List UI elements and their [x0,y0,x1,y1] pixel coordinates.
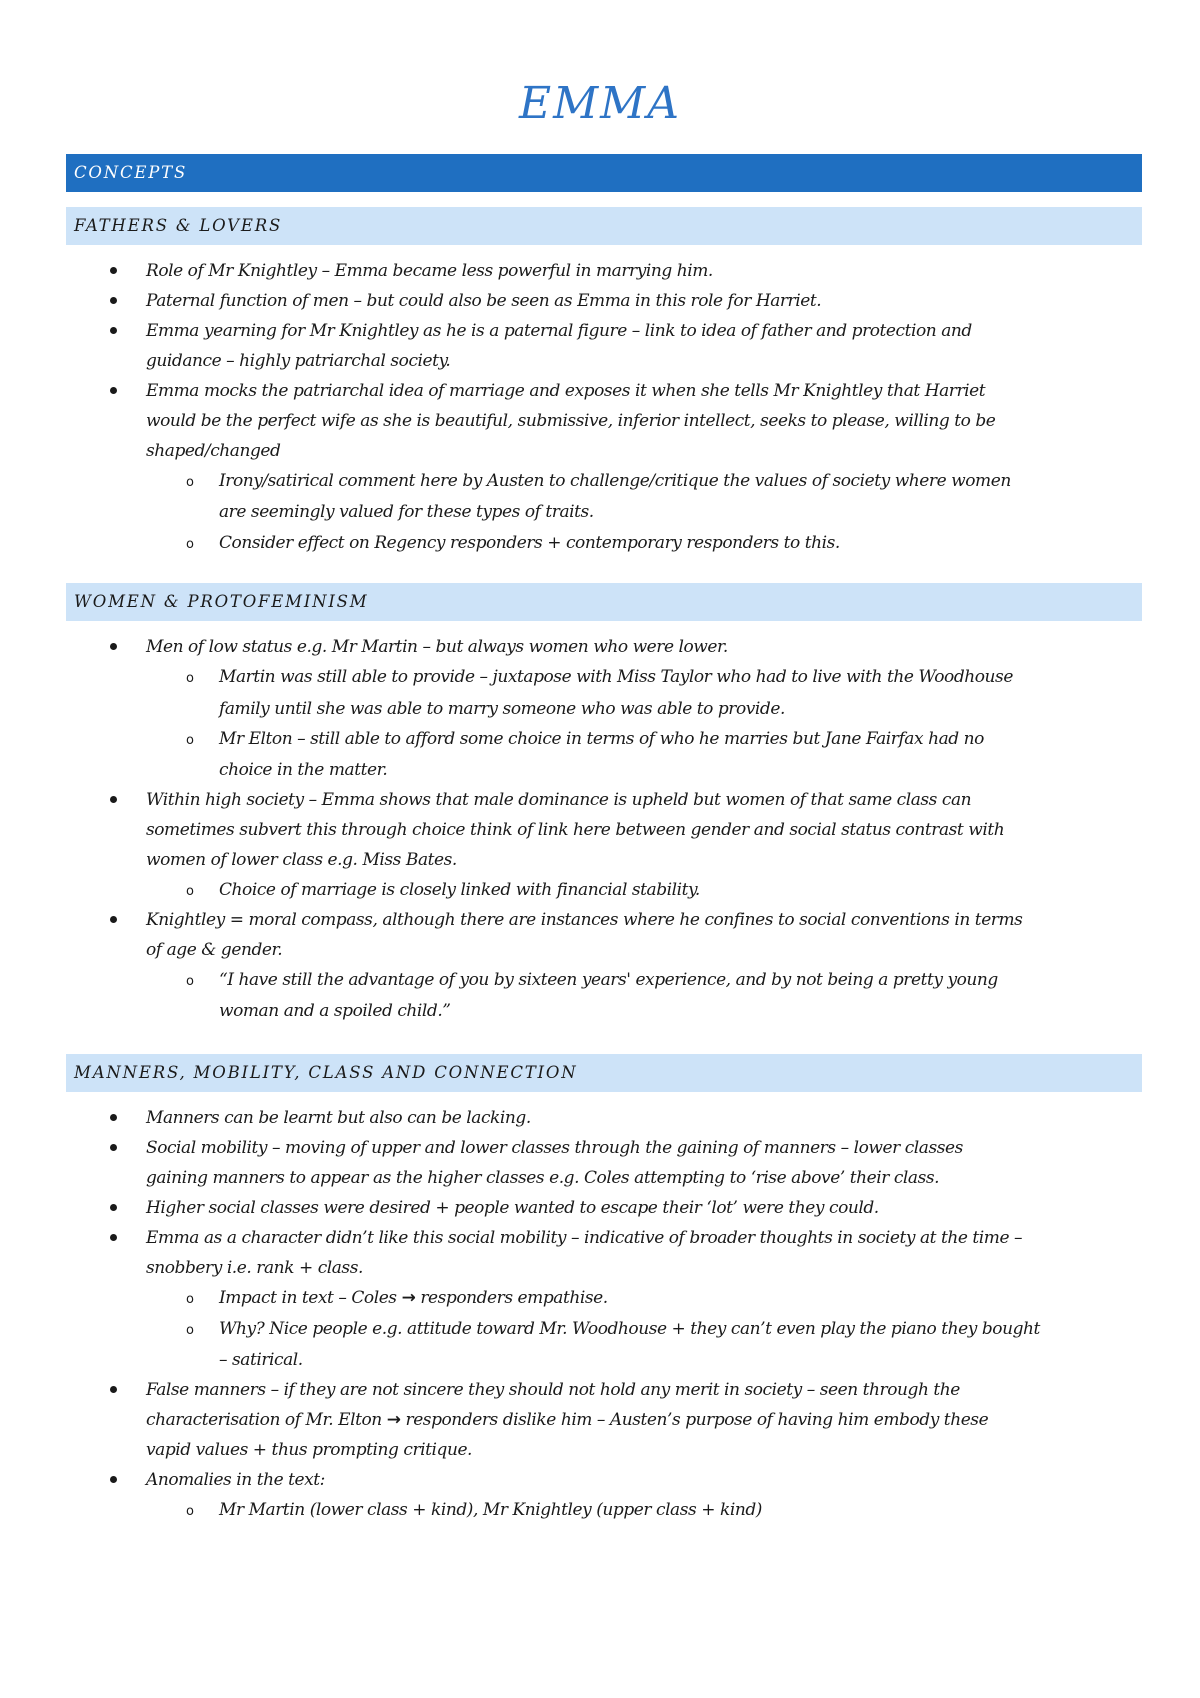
bullet-icon [110,1234,117,1241]
bullet-icon [110,1114,117,1121]
bullet-icon [110,643,117,650]
bullet-icon [110,916,117,923]
sub-list-item: Irony/satirical comment here by Austen to challenge/critique the values of society where women [219,471,1011,491]
list-item-continuation: shaped/changed [146,441,281,461]
list-item-continuation: snobbery i.e. rank + class. [146,1258,363,1278]
sub-bullet-icon: o [186,671,194,686]
list-item: Emma mocks the patriarchal idea of marriage and exposes it when she tells Mr Knightley that Harriet [146,381,986,401]
list-item: Emma as a character didn’t like this social mobility – indicative of broader thoughts in society at the time – [146,1228,1023,1248]
list-item: Within high society – Emma shows that male dominance is upheld but women of that same class can [146,790,972,810]
sub-list-item: Choice of marriage is closely linked with financial stability. [219,880,700,900]
sub-bullet-icon: o [186,974,194,989]
sub-bullet-icon: o [186,733,194,748]
section-heading: FATHERS & LOVERS [74,216,283,235]
sub-bullet-icon: o [186,884,194,899]
section-heading-bar [66,1054,1142,1092]
section-heading-bar [66,207,1142,245]
bullet-icon [110,1386,117,1393]
sub-list-item-continuation: family until she was able to marry someone who was able to provide. [219,699,785,719]
sub-list-item: “I have still the advantage of you by sixteen years' experience, and by not being a pretty young [219,970,998,990]
page-title: EMMA [519,78,681,129]
impact-text-part1: Impact in text – Coles [219,1288,397,1308]
bullet-icon [110,387,117,394]
concepts-heading-bar [66,154,1142,192]
sub-list-item: Mr Elton – still able to afford some choice in terms of who he marries but Jane Fairfax had no [219,729,984,749]
list-item-continuation: sometimes subvert this through choice think of link here between gender and social status contrast with [146,820,1005,840]
list-item-continuation: would be the perfect wife as she is beautiful, submissive, inferior intellect, seeks to please, willing to be [146,411,996,431]
sub-list-item-continuation: – satirical. [219,1350,303,1370]
list-item-continuation: women of lower class e.g. Miss Bates. [146,850,457,870]
list-item-continuation: gaining manners to appear as the higher classes e.g. Coles attempting to ‘rise above’ their class. [146,1168,940,1188]
list-item: Anomalies in the text: [146,1470,325,1490]
list-item-continuation: guidance – highly patriarchal society. [146,351,451,371]
bullet-icon [110,267,117,274]
list-item-continuation: vapid values + thus prompting critique. [146,1440,473,1460]
list-item: Men of low status e.g. Mr Martin – but always women who were lower. [146,637,728,657]
sub-bullet-icon: o [186,1323,194,1338]
sub-list-item-continuation: woman and a spoiled child.” [219,1001,451,1021]
list-item: Social mobility – moving of upper and lower classes through the gaining of manners – lower classes [146,1138,963,1158]
sub-list-item: Why? Nice people e.g. attitude toward Mr. Woodhouse + they can’t even play the piano they bought [219,1319,1040,1339]
bullet-icon [110,1204,117,1211]
section-heading: MANNERS, MOBILITY, CLASS AND CONNECTION [74,1063,578,1082]
sub-list-item: Consider effect on Regency responders + contemporary responders to this. [219,533,840,553]
bullet-icon [110,1144,117,1151]
sub-list-item [219,1288,608,1308]
arrow-right-icon: → [401,1288,416,1308]
false-manners-part2: responders dislike him – Austen’s purpose of having him embody these [405,1410,989,1430]
list-item-continuation [146,1410,988,1430]
section-heading: WOMEN & PROTOFEMINISM [74,592,369,611]
sub-list-item-continuation: are seemingly valued for these types of traits. [219,502,594,522]
list-item: Role of Mr Knightley – Emma became less powerful in marrying him. [146,261,713,281]
sub-list-item-continuation: choice in the matter. [219,760,388,780]
bullet-icon [110,1476,117,1483]
concepts-heading: CONCEPTS [74,163,188,182]
sub-list-item: Mr Martin (lower class + kind), Mr Knightley (upper class + kind) [219,1500,762,1520]
list-item-continuation: of age & gender. [146,940,283,960]
list-item: Paternal function of men – but could also be seen as Emma in this role for Harriet. [146,291,822,311]
bullet-icon [110,327,117,334]
list-item: False manners – if they are not sincere they should not hold any merit in society – seen through the [146,1380,960,1400]
section-heading-bar [66,583,1142,621]
sub-bullet-icon: o [186,1292,194,1307]
impact-text-part2: responders empathise. [420,1288,608,1308]
sub-bullet-icon: o [186,1504,194,1519]
list-item: Higher social classes were desired + people wanted to escape their ‘lot’ were they could. [146,1198,879,1218]
sub-bullet-icon: o [186,475,194,490]
arrow-right-icon: → [386,1410,401,1430]
list-item: Emma yearning for Mr Knightley as he is a paternal figure – link to idea of father and protection and [146,321,972,341]
list-item: Knightley = moral compass, although there are instances where he confines to social conventions in terms [146,910,1023,930]
bullet-icon [110,297,117,304]
sub-list-item: Martin was still able to provide – juxtapose with Miss Taylor who had to live with the Woodhouse [219,667,1013,687]
list-item: Manners can be learnt but also can be lacking. [146,1108,531,1128]
false-manners-part1: characterisation of Mr. Elton [146,1410,382,1430]
sub-bullet-icon: o [186,537,194,552]
bullet-icon [110,796,117,803]
